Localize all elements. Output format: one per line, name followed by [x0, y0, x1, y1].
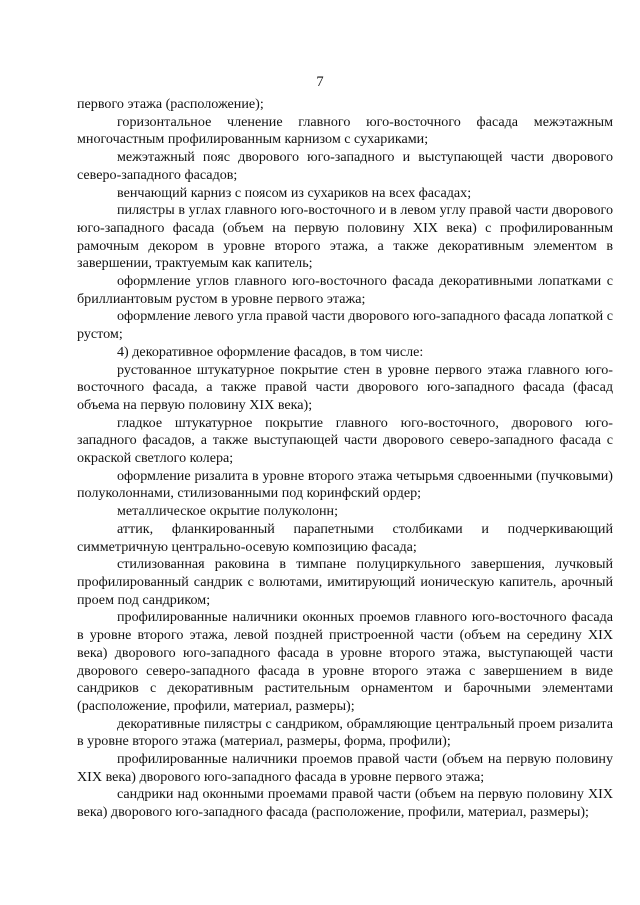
paragraph: рустованное штукатурное покрытие стен в уровне первого этажа главного юго-восточного фасада, а также правой части дворового юго-западного фасада (фасад объема на первую половину XIX века); [77, 361, 613, 413]
paragraph: декоративные пилястры с сандриком, обрамляющие центральный проем ризалита в уровне второго этажа (материал, размеры, форма, профили); [77, 715, 613, 750]
paragraph: профилированные наличники проемов правой части (объем на первую половину XIX века) дворового юго-западного фасада в уровне первого этажа; [77, 751, 613, 785]
paragraph: венчающий карниз с поясом из сухариков на всех фасадах; [117, 184, 472, 201]
paragraph: гладкое штукатурное покрытие главного юго-восточного, дворового юго-западного фасадов, а также выступающей части дворового северо-западного фасада с окраской светлого колера; [77, 414, 613, 467]
paragraph: первого этажа (расположение); [77, 96, 264, 112]
document-body [77, 96, 613, 822]
paragraph: оформление ризалита в уровне второго этажа четырьмя сдвоенными (пучковыми) полуколоннами, стилизованными под коринфский ордер; [77, 467, 613, 502]
paragraph: межэтажный пояс дворового юго-западного и выступающей части дворового северо-западного фасадов; [77, 149, 613, 183]
paragraph: сандрики над оконными проемами правой части (объем на первую половину XIX века) дворового юго-западного фасада (расположение, профили, материал, размеры); [77, 786, 613, 821]
paragraph: оформление левого угла правой части дворового юго-западного фасада лопаткой с рустом; [77, 308, 613, 343]
section-heading: 4) декоративное оформление фасадов, в том числе: [117, 343, 424, 360]
paragraph: профилированные наличники оконных проемов главного юго-восточного фасада в уровне второго этажа, левой поздней пристроенной части (объем на середину XIX века) дворового юго-западного фасада в уровне второго этажа, выступающей части дворового северо-западного фасада в уровне второго этажа с завершением в виде сандриков с декоративным растительным орнаментом и барочными элементами (расположение, профили, материал, размеры); [77, 609, 613, 714]
paragraph: аттик, фланкированный парапетными столбиками и подчеркивающий симметричную центрально-осевую композицию фасада; [77, 520, 613, 555]
paragraph: металлическое окрытие полуколонн; [117, 503, 339, 520]
page-number: 7 [316, 74, 324, 90]
paragraph: оформление углов главного юго-восточного фасада декоративными лопатками с бриллиантовым рустом в уровне первого этажа; [77, 273, 613, 307]
paragraph: пилястры в углах главного юго-восточного и в левом углу правой части дворового юго-западного фасада (объем на первую половину XIX века) с профилированным рамочным декором в уровне второго этажа, а также декоративным элементом в завершении, трактуемым как капитель; [77, 202, 613, 272]
paragraph: горизонтальное членение главного юго-восточного фасада межэтажным многочастным профилированным карнизом с сухариками; [77, 113, 613, 148]
paragraph: стилизованная раковина в тимпане полуциркульного завершения, лучковый профилированный сандрик с волютами, имитирующий ионическую капитель, арочный проем под сандриком; [77, 556, 613, 608]
